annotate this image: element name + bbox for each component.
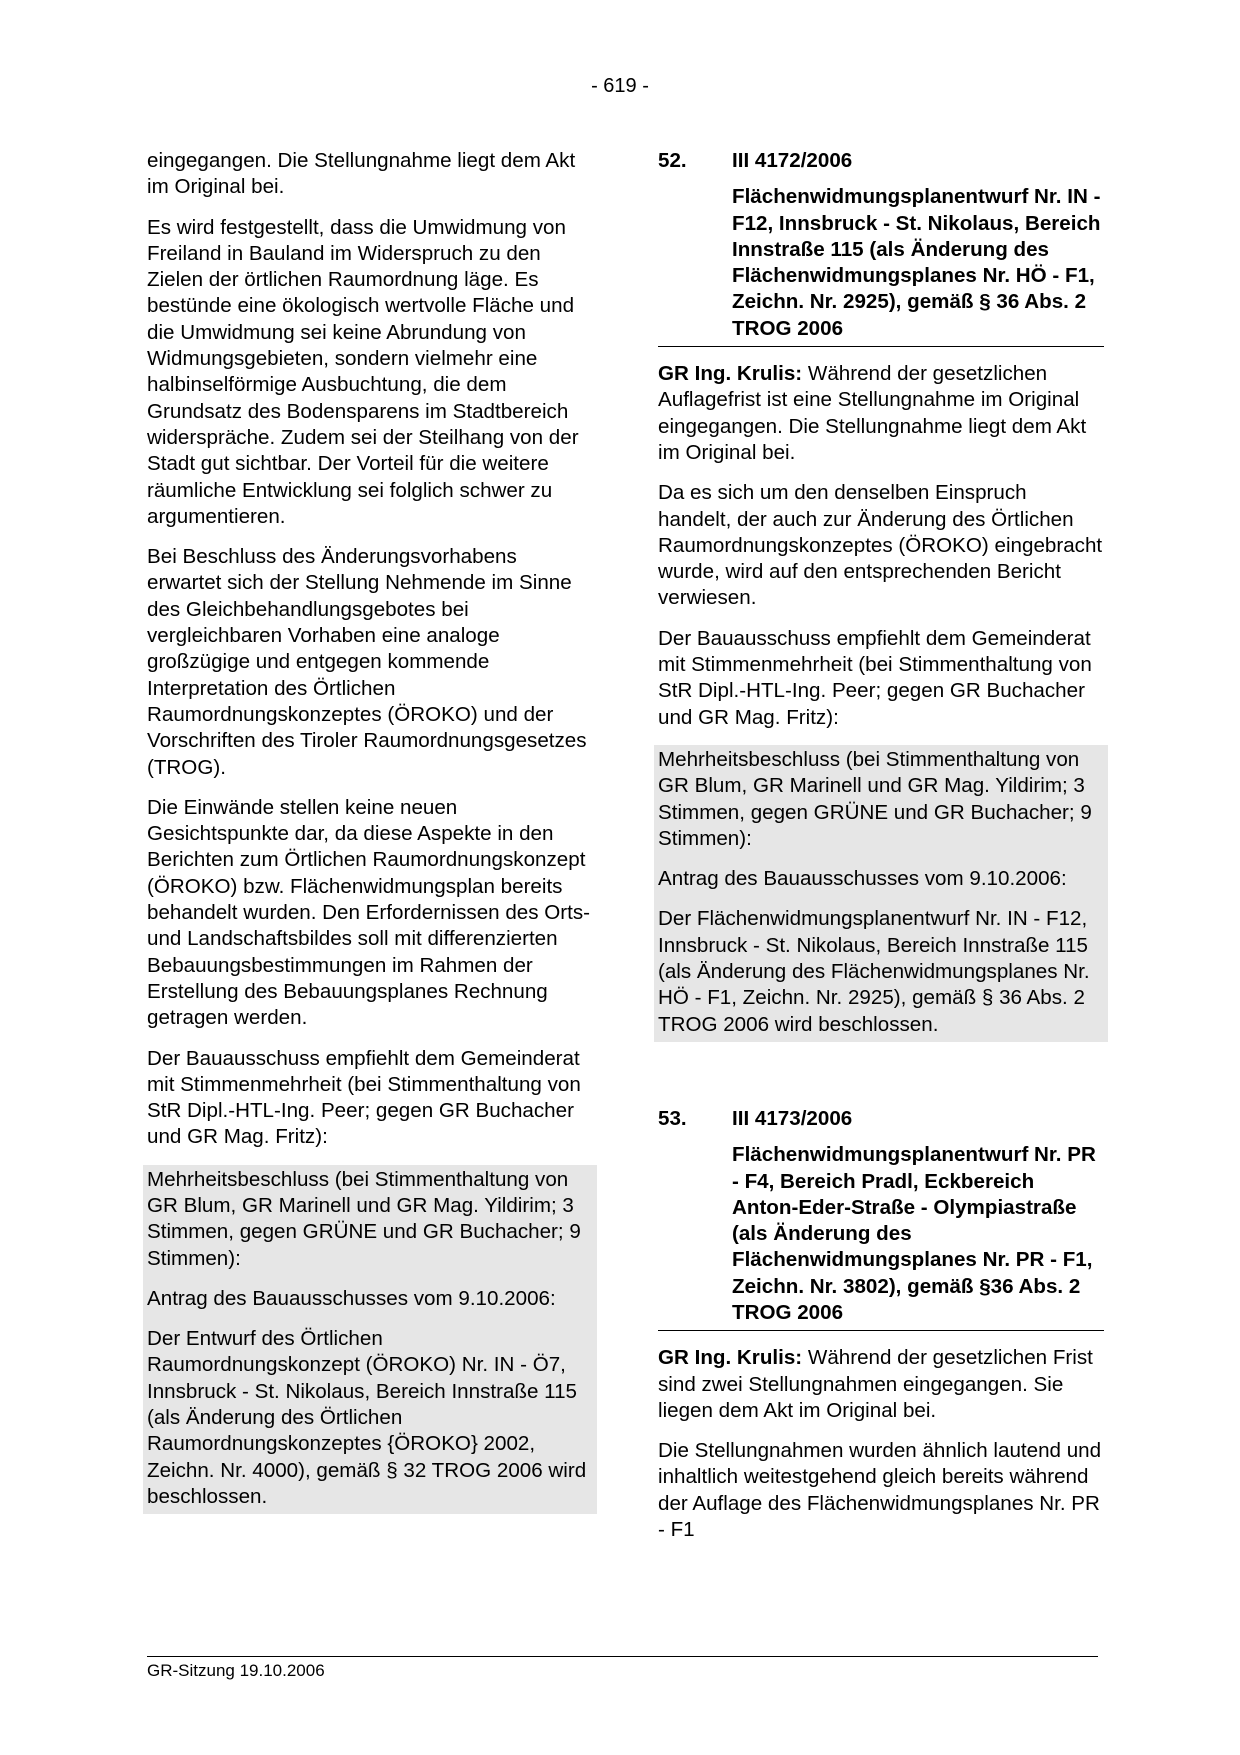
speaker-text: Während der gesetzlichen Frist sind zwei Stellungnahmen eingegangen. Sie liegen dem Akt im Original bei.	[658, 1346, 1093, 1422]
agenda-item-52-header	[658, 148, 1104, 174]
paragraph	[658, 1345, 1104, 1424]
paragraph: Da es sich um den denselben Einspruch handelt, der auch zur Änderung des Örtlichen Raumordnungskonzeptes (ÖROKO) eingebracht wurde, wird auf den entsprechenden Bericht verwiesen.	[658, 481, 1103, 610]
footer-divider	[147, 1656, 1098, 1657]
page-number: - 619 -	[591, 75, 649, 97]
agenda-reference: III 4172/2006	[732, 149, 853, 172]
paragraph: Bei Beschluss des Änderungsvorhabens erwartet sich der Stellung Nehmende im Sinne des Gleichbehandlungsgebotes bei vergleichbaren Vorhaben eine analoge großzügige und entgegen kommende Interpretation des Örtlichen Raumordnungskonzeptes (ÖROKO) und der Vorschriften des Tiroler Raumordnungsgesetzes (TROG).	[147, 545, 587, 779]
right-column	[658, 148, 1104, 1557]
motion-heading: Antrag des Bauausschusses vom 9.10.2006:	[147, 1286, 556, 1310]
resolution-box	[654, 745, 1108, 1042]
motion-heading: Antrag des Bauausschusses vom 9.10.2006:	[658, 867, 1067, 891]
vote-result: Mehrheitsbeschluss (bei Stimmenthaltung von GR Blum, GR Marinell und GR Mag. Yildirim; 3 Stimmen, gegen GRÜNE und GR Buchacher; 9 Stimmen):	[658, 747, 1092, 850]
spacer	[658, 1042, 1104, 1106]
paragraph: Es wird festgestellt, dass die Umwidmung von Freiland in Bauland im Widerspruch zu den Zielen der örtlichen Raumordnung läge. Es bestünde eine ökologisch wertvolle Fläche und die Umwidmung sei keine Abrundung von Widmungsgebieten, sondern vielmehr eine halbinselförmige Ausbuchtung, die dem Grundsatz des Bodensparens im Stadtbereich widerspräche. Zudem sei der Steilhang von der Stadt gut sichtbar. Der Vorteil für die weitere räumliche Entwicklung sei folglich schwer zu argumentieren.	[147, 215, 579, 528]
left-column	[147, 148, 593, 1514]
paragraph: Die Einwände stellen keine neuen Gesichtspunkte dar, da diese Aspekte in den Berichten zum Örtlichen Raumordnungskonzept (ÖROKO) bzw. Flächenwidmungsplan bereits behandelt wurden. Den Erfordernissen des Orts- und Landschaftsbildes soll mit differenzierten Bebauungsbestimmungen im Rahmen der Erstellung des Bebauungsplanes Rechnung getragen werden.	[147, 795, 590, 1030]
agenda-title: Flächenwidmungsplanentwurf Nr. IN - F12, Innsbruck - St. Nikolaus, Bereich Innstraße 115 (als Änderung des Flächenwidmungsplanes Nr. HÖ - F1, Zeichn. Nr. 2925), gemäß § 36 Abs. 2 TROG 2006	[658, 184, 1104, 347]
agenda-number: 52.	[658, 149, 687, 172]
speaker-name: GR Ing. Krulis:	[658, 362, 803, 386]
paragraph: eingegangen. Die Stellungnahme liegt dem Akt im Original bei.	[147, 149, 576, 199]
agenda-title: Flächenwidmungsplanentwurf Nr. PR - F4, Bereich Pradl, Eckbereich Anton-Eder-Straße - Olympiastraße (als Änderung des Flächenwidmungsplanes Nr. PR - F1, Zeichn. Nr. 3802), gemäß §36 Abs. 2 TROG 2006	[658, 1142, 1104, 1331]
speaker-text: Während der gesetzlichen Auflagefrist ist eine Stellungnahme im Original eingegangen. Die Stellungnahme liegt dem Akt im Original bei.	[658, 362, 1087, 464]
paragraph: Der Bauausschuss empfiehlt dem Gemeinderat mit Stimmenmehrheit (bei Stimmenthaltung von StR Dipl.-HTL-Ing. Peer; gegen GR Buchacher und GR Mag. Fritz):	[147, 1046, 581, 1149]
motion-text: Der Flächenwidmungsplanentwurf Nr. IN - F12, Innsbruck - St. Nikolaus, Bereich Innstraße 115 (als Änderung des Flächenwidmungsplanes Nr. HÖ - F1, Zeichn. Nr. 2925), gemäß § 36 Abs. 2 TROG 2006 wird beschlossen.	[658, 907, 1090, 1036]
paragraph: Der Bauausschuss empfiehlt dem Gemeinderat mit Stimmenmehrheit (bei Stimmenthaltung von StR Dipl.-HTL-Ing. Peer; gegen GR Buchacher und GR Mag. Fritz):	[658, 626, 1092, 729]
paragraph	[658, 361, 1104, 466]
agenda-reference: III 4173/2006	[732, 1106, 853, 1130]
resolution-box	[143, 1165, 597, 1515]
agenda-item-53-header	[658, 1106, 1104, 1132]
footer-session-date: GR-Sitzung 19.10.2006	[147, 1661, 325, 1680]
vote-result: Mehrheitsbeschluss (bei Stimmenthaltung von GR Blum, GR Marinell und GR Mag. Yildirim; 3 Stimmen, gegen GRÜNE und GR Buchacher; 9 Stimmen):	[147, 1167, 581, 1270]
paragraph: Die Stellungnahmen wurden ähnlich lautend und inhaltlich weitestgehend gleich bereits während der Auflage des Flächenwidmungsplanes Nr. PR - F1	[658, 1439, 1102, 1542]
speaker-name: GR Ing. Krulis:	[658, 1346, 803, 1370]
motion-text: Der Entwurf des Örtlichen Raumordnungskonzept (ÖROKO) Nr. IN - Ö7, Innsbruck - St. Nikolaus, Bereich Innstraße 115 (als Änderung des Örtlichen Raumordnungskonzeptes {ÖROKO} 2002, Zeichn. Nr. 4000), gemäß § 32 TROG 2006 wird beschlossen.	[147, 1327, 587, 1508]
agenda-number: 53.	[658, 1106, 687, 1130]
